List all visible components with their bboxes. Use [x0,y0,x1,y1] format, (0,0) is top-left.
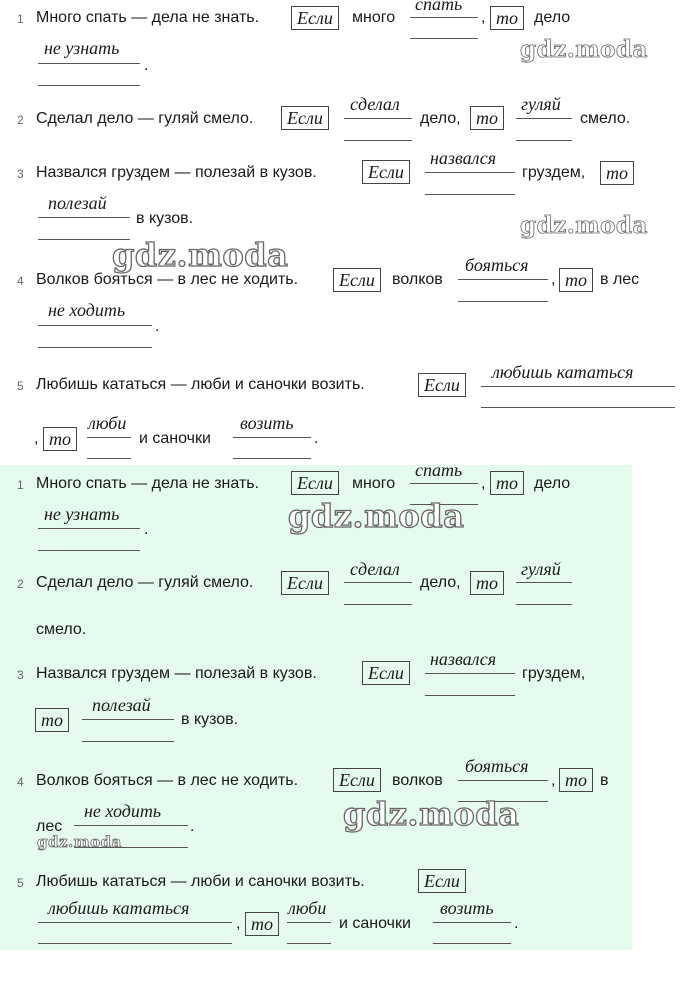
if-word-box: Если [291,6,339,30]
answer-line [233,458,311,459]
answer-line [38,325,152,326]
period: . [514,915,519,932]
item-number: 3 [17,167,24,181]
answer-line [344,118,412,119]
answer-ne-uznat: не узнать [44,38,120,58]
answer-line [433,943,511,944]
proverb-text: Назвался груздем — полезай в кузов. [36,665,317,682]
sentence-word: в кузов. [136,210,194,227]
answer-line [344,582,412,583]
then-word-box: то [490,6,524,30]
then-word-box: то [559,268,593,292]
comma: , [481,475,486,492]
answer-vozit: возить [240,413,294,433]
answer-line [38,347,152,348]
watermark: gdz.moda [112,236,289,274]
then-word-box: то [35,708,69,732]
comma: , [551,271,556,288]
answer-gulyay: гуляй [521,94,561,114]
watermark: gdz.moda [343,795,520,833]
proverb-text: Много спать — дела не знать. [36,475,260,492]
answer-polezay: полезай [48,193,107,213]
if-word-box: Если [291,471,339,495]
answer-lyubish-katatsya: любишь кататься [492,362,634,382]
proverb-text: Волков бояться — в лес не ходить. [36,271,299,288]
comma: , [34,430,39,447]
sentence-word: много [352,475,396,492]
sentence-word: дело, [420,574,461,591]
sentence-word: дело, [420,110,461,127]
sentence-word: груздем, [522,164,586,181]
then-word-box: то [470,106,504,130]
answer-line [74,825,188,826]
if-word-box: Если [418,373,466,397]
sentence-word: груздем, [522,665,586,682]
then-word-box: то [600,161,634,185]
answer-line [82,719,174,720]
answer-boyatsya: бояться [465,756,529,776]
item-number: 1 [17,12,24,26]
answer-line [410,483,478,484]
answer-line [481,407,675,408]
sentence-word: в кузов. [181,711,239,728]
answer-line [425,172,515,173]
answer-lyubi: люби [288,898,327,918]
item-number: 5 [17,876,24,890]
then-word-box: то [470,571,504,595]
answer-line [38,217,130,218]
proverb-text: Сделал дело — гуляй смело. [36,574,254,591]
then-word-box: то [43,427,77,451]
comma: , [236,915,241,932]
sentence-word: смело. [580,110,631,127]
answer-line [433,922,511,923]
proverb-text: Много спать — дела не знать. [36,9,260,26]
comma: , [551,772,556,789]
answer-line [458,301,548,302]
item-number: 2 [17,577,24,591]
watermark: gdz.moda [520,36,648,63]
answer-line [344,604,412,605]
answer-sdelal: сделал [350,94,400,114]
proverb-text: Любишь кататься — люби и саночки возить. [36,376,365,393]
answer-line [481,386,675,387]
answer-line [425,673,515,674]
answer-ne-khodit: не ходить [84,801,162,821]
watermark: gdz.moda [37,833,122,851]
answer-line [410,38,478,39]
answer-lyubish-katatsya: любишь кататься [48,898,190,918]
answer-line [38,63,140,64]
sentence-word: в [600,772,609,789]
answer-line [410,17,478,18]
item-number: 3 [17,668,24,682]
period: . [144,57,149,74]
proverb-text: Волков бояться — в лес не ходить. [36,772,299,789]
proverb-text: Любишь кататься — люби и саночки возить. [36,873,365,890]
answer-line [516,582,572,583]
if-word-box: Если [418,869,466,893]
answer-line [87,437,131,438]
answer-ne-khodit: не ходить [48,300,126,320]
sentence-word: волков [392,271,443,288]
if-word-box: Если [281,571,329,595]
sentence-word: и саночки [139,430,211,447]
answer-line [425,695,515,696]
answer-ne-uznat: не узнать [44,504,120,524]
answer-line [458,279,548,280]
answer-line [344,140,412,141]
item-number: 4 [17,274,24,288]
answer-sdelal: сделал [350,559,400,579]
sentence-word: и саночки [339,915,411,932]
sentence-word: волков [392,772,443,789]
item-number: 5 [17,379,24,393]
item-number: 1 [17,478,24,492]
watermark: gdz.moda [520,212,648,239]
answer-line [458,780,548,781]
sentence-word: дело [534,475,571,492]
answer-vozit: возить [440,898,494,918]
if-word-box: Если [333,768,381,792]
sentence-word: много [352,9,396,26]
answer-line [516,140,572,141]
then-word-box: то [490,471,524,495]
answer-nazvalsya: назвался [430,649,497,669]
answer-nazvalsya: назвался [430,148,497,168]
answer-line [38,85,140,86]
answer-polezay: полезай [92,695,151,715]
answer-lyubi: люби [88,413,127,433]
sentence-word: лес [36,818,63,835]
sentence-word: дело [534,9,571,26]
answer-line [287,943,331,944]
then-word-box: то [245,912,279,936]
answer-line [38,528,140,529]
watermark: gdz.moda [288,497,465,535]
period: . [314,430,319,447]
answer-line [516,118,572,119]
proverb-text: Назвался груздем — полезай в кузов. [36,164,317,181]
answer-gulyay: гуляй [521,559,561,579]
period: . [144,521,149,538]
sentence-word: в лес [600,271,640,288]
answer-spat: спать [415,0,463,14]
answer-line [425,194,515,195]
if-word-box: Если [281,106,329,130]
if-word-box: Если [333,268,381,292]
answer-spat: спать [415,460,463,480]
answer-line [38,922,232,923]
period: . [155,318,160,335]
answer-line [38,943,232,944]
answer-line [516,604,572,605]
sentence-word: смело. [36,621,87,638]
if-word-box: Если [362,661,410,685]
answer-line [287,922,331,923]
answer-line [82,741,174,742]
then-word-box: то [559,768,593,792]
answer-line [38,550,140,551]
answer-line [233,437,311,438]
answer-line [87,458,131,459]
period: . [190,818,195,835]
if-word-box: Если [362,160,410,184]
answer-boyatsya: бояться [465,255,529,275]
item-number: 2 [17,113,24,127]
proverb-text: Сделал дело — гуляй смело. [36,110,254,127]
item-number: 4 [17,775,24,789]
comma: , [481,9,486,26]
